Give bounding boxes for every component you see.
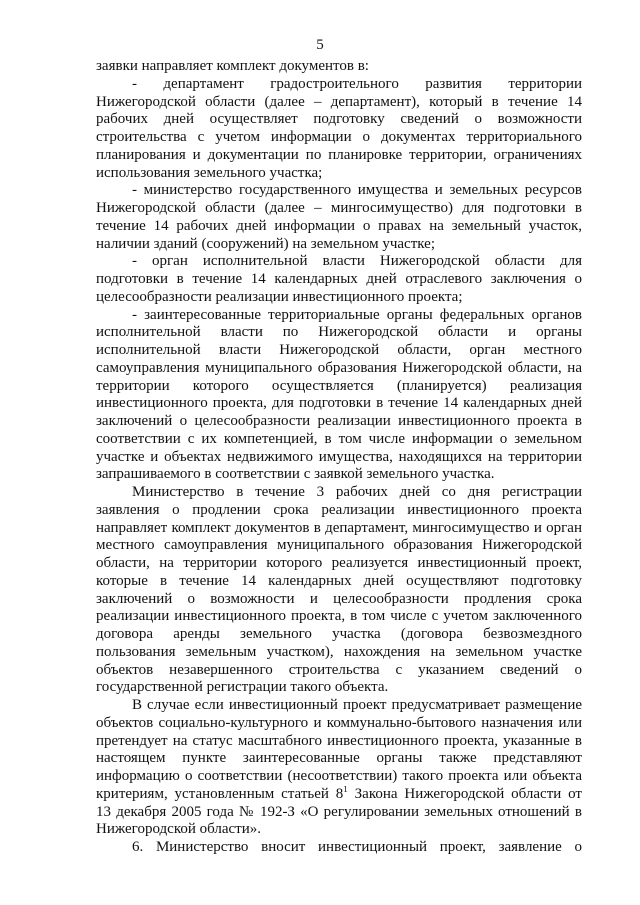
text-line: Министерство в течение 3 рабочих дней со дня регистрации — [132, 484, 582, 500]
page-number: 5 — [316, 37, 324, 53]
text-line: - заинтересованные территориальные органы федеральных органов — [132, 306, 582, 323]
text-line: пользования земельным участком), нахождения на земельном участке — [96, 643, 582, 660]
text-line: критериям, установленным статьей $8^1$ Закона Нижегородской области от — [96, 785, 582, 802]
text-line: строительства с учетом информации о документах территориального — [96, 129, 582, 145]
text-line: Нижегородской области (далее – мингосимущество) для подготовки в — [96, 200, 582, 216]
text-line: 6. Министерство вносит инвестиционный проект, заявление о — [132, 839, 582, 855]
text-line: - орган исполнительной власти Нижегородской области для — [132, 253, 582, 270]
text-line: направляет комплект документов в департамент, мингосимущество и орган — [96, 519, 582, 536]
text-line: рабочих дней осуществляет подготовку сведений о возможности — [96, 111, 582, 128]
text-line: Нижегородской области (далее – департамент), который в течение 14 — [96, 93, 582, 110]
document-body — [96, 58, 582, 857]
text-line: заявления о продлении срока реализации инвестиционного проекта — [96, 501, 582, 518]
text-line: реализации инвестиционного проекта, в том числе с учетом заключенного — [96, 608, 582, 625]
text-line: заявки направляет комплект документов в: — [96, 58, 369, 74]
superscript: 1 — [343, 785, 348, 794]
text-line: - министерство государственного имущества и земельных ресурсов — [132, 182, 582, 199]
text-line: заключений о целесообразности реализации инвестиционного проекта в — [96, 413, 582, 429]
text-line: объектов незавершенного строительства с указанием сведений о — [96, 661, 582, 678]
text-line: Нижегородской области». — [96, 821, 262, 838]
text-line: планирования и документации по планировке территории, ограничениях — [96, 146, 582, 163]
text-line: целесообразности реализации инвестиционного проекта; — [96, 288, 463, 305]
text-line: В случае если инвестиционный проект предусматривает размещение — [132, 697, 582, 713]
text-line: договора аренды земельного участка (договора безвозмездного — [96, 626, 582, 642]
text-line: - департамент градостроительного развития территории — [132, 75, 582, 92]
text-line: исполнительной власти Нижегородской области, орган местного — [96, 342, 582, 358]
text-line: наличии зданий (сооружений) на земельном участке; — [96, 235, 435, 252]
text-line: местного самоуправления муниципального образования Нижегородской — [96, 537, 582, 554]
text-line: территории которого осуществляется (планируется) реализация — [96, 377, 582, 394]
text-line: области, на территории которого реализуется инвестиционный проект, — [96, 555, 582, 571]
text-line: течение 14 рабочих дней информации о правах на земельный участок, — [96, 217, 582, 234]
text-line: подготовки в течение 14 календарных дней отраслевого заключения о — [96, 271, 582, 287]
text-line: заключений о возможности и целесообразности продления срока — [96, 590, 582, 607]
text-line: запрашиваемого в соответствии с заявкой земельного участка. — [96, 466, 495, 483]
text-line: самоуправления муниципального образования Нижегородской области, на — [96, 359, 582, 376]
text-line: которые в течение 14 календарных дней осуществляют подготовку — [96, 572, 582, 589]
text-line: информацию о соответствии (несоответствии) такого проекта или объекта — [96, 768, 582, 784]
text-line: 13 декабря 2005 года № 192-З «О регулировании земельных отношений в — [96, 803, 582, 820]
text-line: претендует на статус масштабного инвестиционного проекта, указанные в — [96, 732, 582, 749]
text-line: соответствии с их компетенцией, в том числе информации о земельном — [96, 430, 582, 447]
text-line: объектов социально-культурного и коммунально-бытового назначения или — [96, 714, 582, 731]
text-line: государственной регистрации такого объекта. — [96, 679, 389, 696]
text-line: инвестиционного проекта, для подготовки в течение 14 календарных дней — [96, 395, 582, 412]
text-line: исполнительной власти по Нижегородской области и органы — [96, 324, 582, 341]
text-line: участке и объектах недвижимого имущества, находящихся на территории — [96, 448, 582, 465]
text-line: настоящем пункте заинтересованные органы также представляют — [96, 750, 582, 767]
text-line: использования земельного участка; — [96, 164, 323, 181]
